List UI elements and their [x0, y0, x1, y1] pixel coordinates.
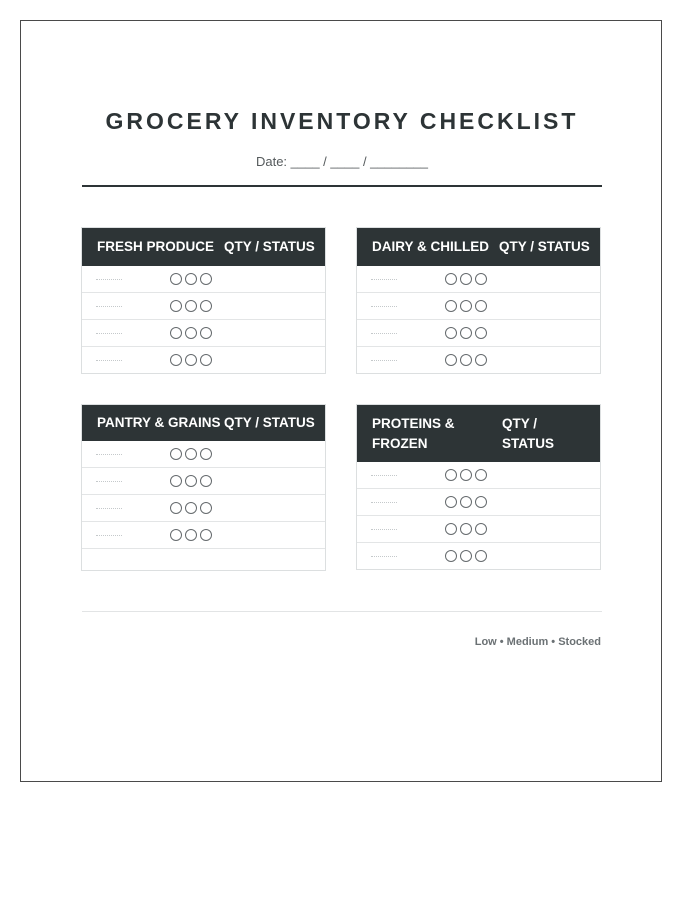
- status-circle-stocked-icon[interactable]: [475, 550, 487, 562]
- status-circle-stocked-icon[interactable]: [200, 502, 212, 514]
- qty-status-header: QTY / STATUS: [224, 415, 315, 430]
- status-circle-medium-icon[interactable]: [460, 550, 472, 562]
- checklist-row: [357, 488, 600, 515]
- status-circle-stocked-icon[interactable]: [475, 273, 487, 285]
- item-name-line[interactable]: [371, 279, 397, 280]
- status-circle-low-icon[interactable]: [445, 550, 457, 562]
- checklist-row: [82, 319, 325, 346]
- status-circle-stocked-icon[interactable]: [200, 475, 212, 487]
- item-name-line[interactable]: [96, 360, 122, 361]
- item-name-line[interactable]: [371, 333, 397, 334]
- item-name-line[interactable]: [96, 481, 122, 482]
- status-circle-low-icon[interactable]: [445, 523, 457, 535]
- item-name-line[interactable]: [96, 508, 122, 509]
- status-circle-stocked-icon[interactable]: [475, 354, 487, 366]
- qty-status-header: QTY / STATUS: [502, 415, 554, 451]
- status-circle-medium-icon[interactable]: [460, 354, 472, 366]
- status-circle-low-icon[interactable]: [445, 469, 457, 481]
- item-name-line[interactable]: [96, 535, 122, 536]
- checklist-row: [357, 292, 600, 319]
- checklist-row: [82, 467, 325, 494]
- section-rows: [82, 266, 325, 373]
- checklist-row: [357, 346, 600, 373]
- status-options: [170, 327, 212, 339]
- page-title: GROCERY INVENTORY CHECKLIST: [105, 108, 579, 134]
- item-name-line[interactable]: [371, 306, 397, 307]
- empty-row: [82, 548, 325, 570]
- status-circle-stocked-icon[interactable]: [475, 327, 487, 339]
- status-circle-low-icon[interactable]: [170, 502, 182, 514]
- checklist-row: [357, 542, 600, 569]
- status-circle-medium-icon[interactable]: [460, 300, 472, 312]
- checklist-row: [82, 346, 325, 373]
- section-dairy-chilled: [356, 227, 601, 374]
- status-circle-stocked-icon[interactable]: [200, 300, 212, 312]
- status-circle-medium-icon[interactable]: [185, 448, 197, 460]
- checklist-row: [82, 521, 325, 548]
- status-circle-stocked-icon[interactable]: [200, 529, 212, 541]
- section-pantry-grains: [81, 404, 326, 571]
- status-circle-low-icon[interactable]: [445, 496, 457, 508]
- item-name-line[interactable]: [96, 279, 122, 280]
- footer-divider: [82, 611, 602, 612]
- status-circle-stocked-icon[interactable]: [200, 448, 212, 460]
- status-options: [170, 354, 212, 366]
- section-header: [82, 228, 325, 266]
- qty-status-header: QTY / STATUS: [499, 239, 590, 254]
- status-circle-stocked-icon[interactable]: [475, 496, 487, 508]
- status-options: [170, 273, 212, 285]
- checklist-page: [20, 20, 662, 782]
- checklist-row: [357, 462, 600, 488]
- checklist-row: [82, 266, 325, 292]
- section-title: DAIRY & CHILLED: [372, 239, 490, 254]
- section-header: [357, 228, 600, 266]
- status-circle-medium-icon[interactable]: [185, 354, 197, 366]
- checklist-row: [82, 441, 325, 467]
- status-circle-stocked-icon[interactable]: [475, 469, 487, 481]
- status-circle-medium-icon[interactable]: [460, 523, 472, 535]
- status-circle-medium-icon[interactable]: [185, 273, 197, 285]
- item-name-line[interactable]: [371, 529, 397, 530]
- status-circle-stocked-icon[interactable]: [475, 300, 487, 312]
- checklist-row: [357, 266, 600, 292]
- section-title: PANTRY & GRAINS: [97, 415, 221, 430]
- status-circle-low-icon[interactable]: [170, 273, 182, 285]
- checklist-row: [82, 292, 325, 319]
- status-circle-low-icon[interactable]: [170, 529, 182, 541]
- status-circle-medium-icon[interactable]: [460, 327, 472, 339]
- status-circle-medium-icon[interactable]: [185, 475, 197, 487]
- status-circle-low-icon[interactable]: [170, 448, 182, 460]
- status-circle-low-icon[interactable]: [170, 354, 182, 366]
- status-options: [445, 273, 487, 285]
- section-header: [82, 405, 325, 441]
- status-circle-low-icon[interactable]: [445, 300, 457, 312]
- date-field: Date: ____ / ____ / ________: [255, 154, 429, 169]
- section-fresh-produce: [81, 227, 326, 374]
- status-options: [445, 354, 487, 366]
- section-title: FRESH PRODUCE: [97, 239, 215, 254]
- status-circle-medium-icon[interactable]: [460, 496, 472, 508]
- item-name-line[interactable]: [371, 360, 397, 361]
- section-header: [357, 405, 600, 462]
- status-circle-medium-icon[interactable]: [185, 502, 197, 514]
- status-circle-stocked-icon[interactable]: [475, 523, 487, 535]
- status-circle-low-icon[interactable]: [445, 273, 457, 285]
- status-options: [170, 475, 212, 487]
- status-circle-low-icon[interactable]: [170, 327, 182, 339]
- title-divider: [82, 185, 602, 187]
- status-circle-medium-icon[interactable]: [185, 327, 197, 339]
- status-circle-medium-icon[interactable]: [185, 300, 197, 312]
- checklist-row: [82, 494, 325, 521]
- section-proteins-frozen: [356, 404, 601, 570]
- checklist-row: [357, 319, 600, 346]
- item-name-line[interactable]: [96, 306, 122, 307]
- status-legend: Low • Medium • Stocked: [474, 636, 601, 648]
- status-circle-low-icon[interactable]: [170, 475, 182, 487]
- status-circle-stocked-icon[interactable]: [200, 327, 212, 339]
- status-circle-medium-icon[interactable]: [460, 469, 472, 481]
- status-options: [445, 327, 487, 339]
- status-circle-stocked-icon[interactable]: [200, 273, 212, 285]
- status-circle-low-icon[interactable]: [445, 354, 457, 366]
- item-name-line[interactable]: [371, 556, 397, 557]
- status-options: [170, 300, 212, 312]
- item-name-line[interactable]: [96, 454, 122, 455]
- status-options: [445, 550, 487, 562]
- status-options: [170, 502, 212, 514]
- section-rows: [82, 441, 325, 570]
- section-rows: [357, 462, 600, 569]
- status-options: [445, 300, 487, 312]
- section-rows: [357, 266, 600, 373]
- qty-status-header: QTY / STATUS: [224, 239, 315, 254]
- item-name-line[interactable]: [371, 475, 397, 476]
- status-options: [445, 496, 487, 508]
- status-circle-medium-icon[interactable]: [185, 529, 197, 541]
- status-circle-stocked-icon[interactable]: [200, 354, 212, 366]
- status-circle-low-icon[interactable]: [170, 300, 182, 312]
- item-name-line[interactable]: [371, 502, 397, 503]
- checklist-row: [357, 515, 600, 542]
- section-title: PROTEINS & FROZEN: [372, 415, 455, 451]
- status-circle-low-icon[interactable]: [445, 327, 457, 339]
- status-options: [445, 469, 487, 481]
- status-circle-medium-icon[interactable]: [460, 273, 472, 285]
- status-options: [445, 523, 487, 535]
- status-options: [170, 448, 212, 460]
- status-options: [170, 529, 212, 541]
- item-name-line[interactable]: [96, 333, 122, 334]
